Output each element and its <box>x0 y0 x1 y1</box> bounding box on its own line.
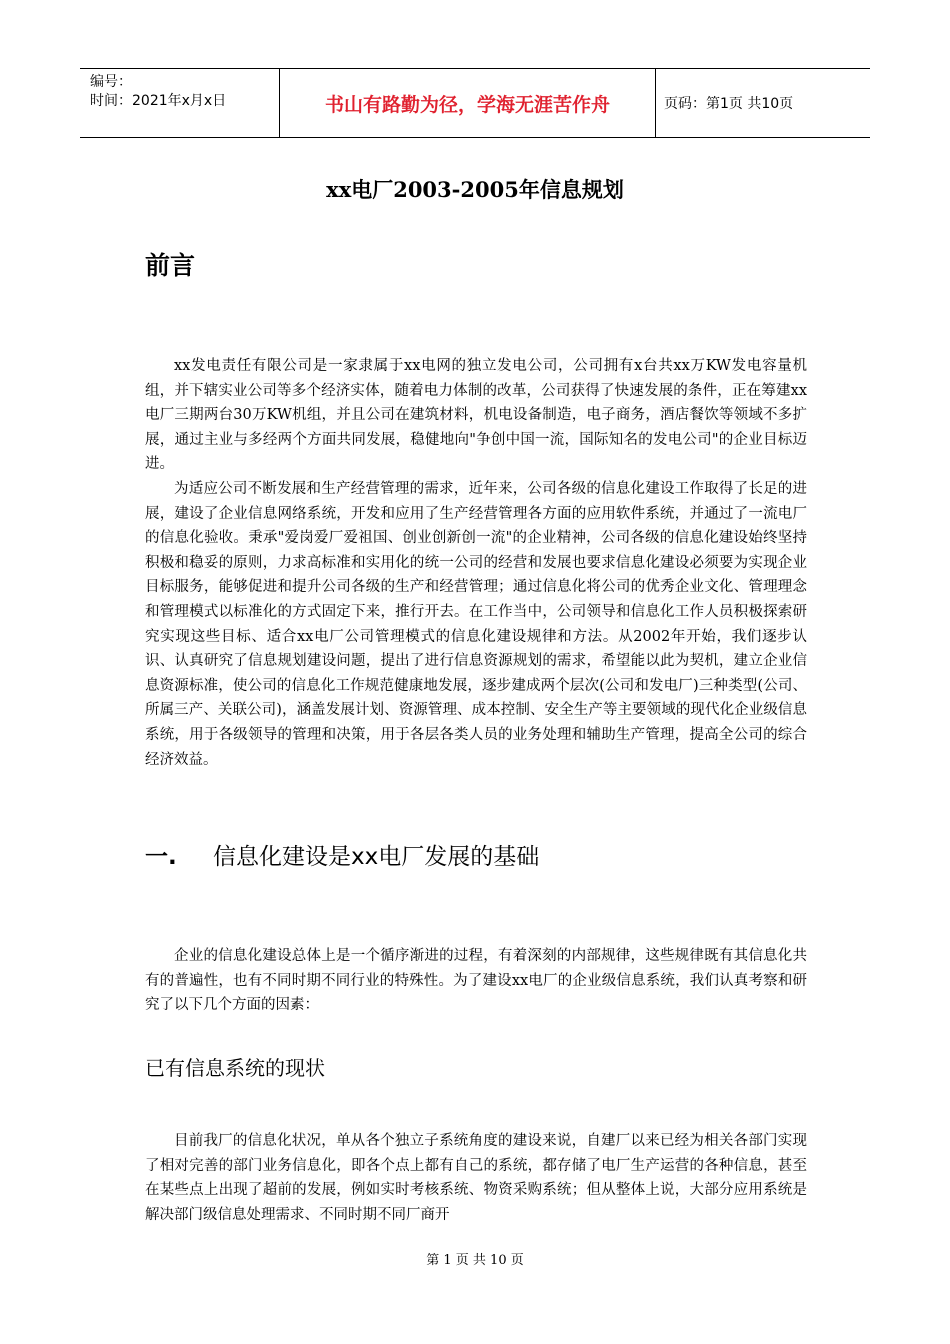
section-1-number: 一. <box>145 844 177 870</box>
doc-number-label: 编号： <box>90 74 132 90</box>
document-title: xx电厂2003-2005年信息规划 <box>326 177 624 202</box>
section-1-heading <box>145 838 539 871</box>
header-meta <box>80 69 280 137</box>
doc-time-label: 时间：2021年x月x日 <box>90 93 227 109</box>
page-header <box>80 68 870 138</box>
preface-paragraph-2: 为适应公司不断发展和生产经营管理的需求，近年来，公司各级的信息化建设工作取得了长足的进展，建设了企业信息网络系统，开发和应用了生产经营管理各方面的应用软件系统，并通过了一流电厂的信息化验收。秉承"爱岗爱厂爱祖国、创业创新创一流"的企业精神，公司各级的信息化建设始终坚持积极和稳妥的原则，力求高标准和实用化的统一公司的经营和发展也要求信息化建设必须要为实现企业目标服务，能够促进和提升公司各级的生产和经营管理；通过信息化将公司的优秀企业文化、管理理念和管理模式以标准化的方式固定下来，推行开去。在工作当中，公司领导和信息化工作人员积极探索研究实现这些目标、适合xx电厂公司管理模式的信息化建设规律和方法。从2002年开始，我们逐步认识、认真研究了信息规划建设问题，提出了进行信息资源规划的需求，希望能以此为契机，建立企业信息资源标准，使公司的信息化工作规范健康地发展，逐步建成两个层次(公司和发电厂)三种类型(公司、所属三产、关联公司)，涵盖发展计划、资源管理、成本控制、安全生产等主要领域的现代化企业级信息系统，用于各级领导的管理和决策，用于各层各类人员的业务处理和辅助生产管理，提高全公司的综合经济效益。 <box>145 481 807 768</box>
header-motto: 书山有路勤为径，学海无涯苦作舟 <box>280 69 656 137</box>
header-page-info: 页码：第1页 共10页 <box>664 96 794 112</box>
subsection-paragraph: 目前我厂的信息化状况，单从各个独立子系统角度的建设来说，自建厂以来已经为相关各部门实现了相对完善的部门业务信息化，即各个点上都有自己的系统，都存储了电厂生产运营的各种信息，甚至在某些点上出现了超前的发展，例如实时考核系统、物资采购系统；但从整体上说，大部分应用系统是解决部门级信息处理需求、不同时期不同厂商开 <box>145 1133 807 1223</box>
page-footer: 第 1 页 共 10 页 <box>426 1253 524 1268</box>
preface-heading: 前言 <box>145 251 196 280</box>
preface-paragraph-1: xx发电责任有限公司是一家隶属于xx电网的独立发电公司，公司拥有x台共xx万KW发电容量机组，并下辖实业公司等多个经济实体，随着电力体制的改革，公司获得了快速发展的条件，正在筹建xx电厂三期两台30万KW机组，并且公司在建筑材料，机电设备制造，电子商务，酒店餐饮等领域不多扩展，通过主业与多经两个方面共同发展，稳健地向"争创中国一流，国际知名的发电公司"的企业目标迈进。 <box>145 358 807 473</box>
section-1-paragraph: 企业的信息化建设总体上是一个循序渐进的过程，有着深刻的内部规律，这些规律既有其信息化共有的普遍性，也有不同时期不同行业的特殊性。为了建设xx电厂的企业级信息系统，我们认真考察和研究了以下几个方面的因素： <box>145 948 807 1014</box>
section-1-title: 信息化建设是xx电厂发展的基础 <box>213 844 540 870</box>
subsection-heading: 已有信息系统的现状 <box>145 1056 325 1080</box>
